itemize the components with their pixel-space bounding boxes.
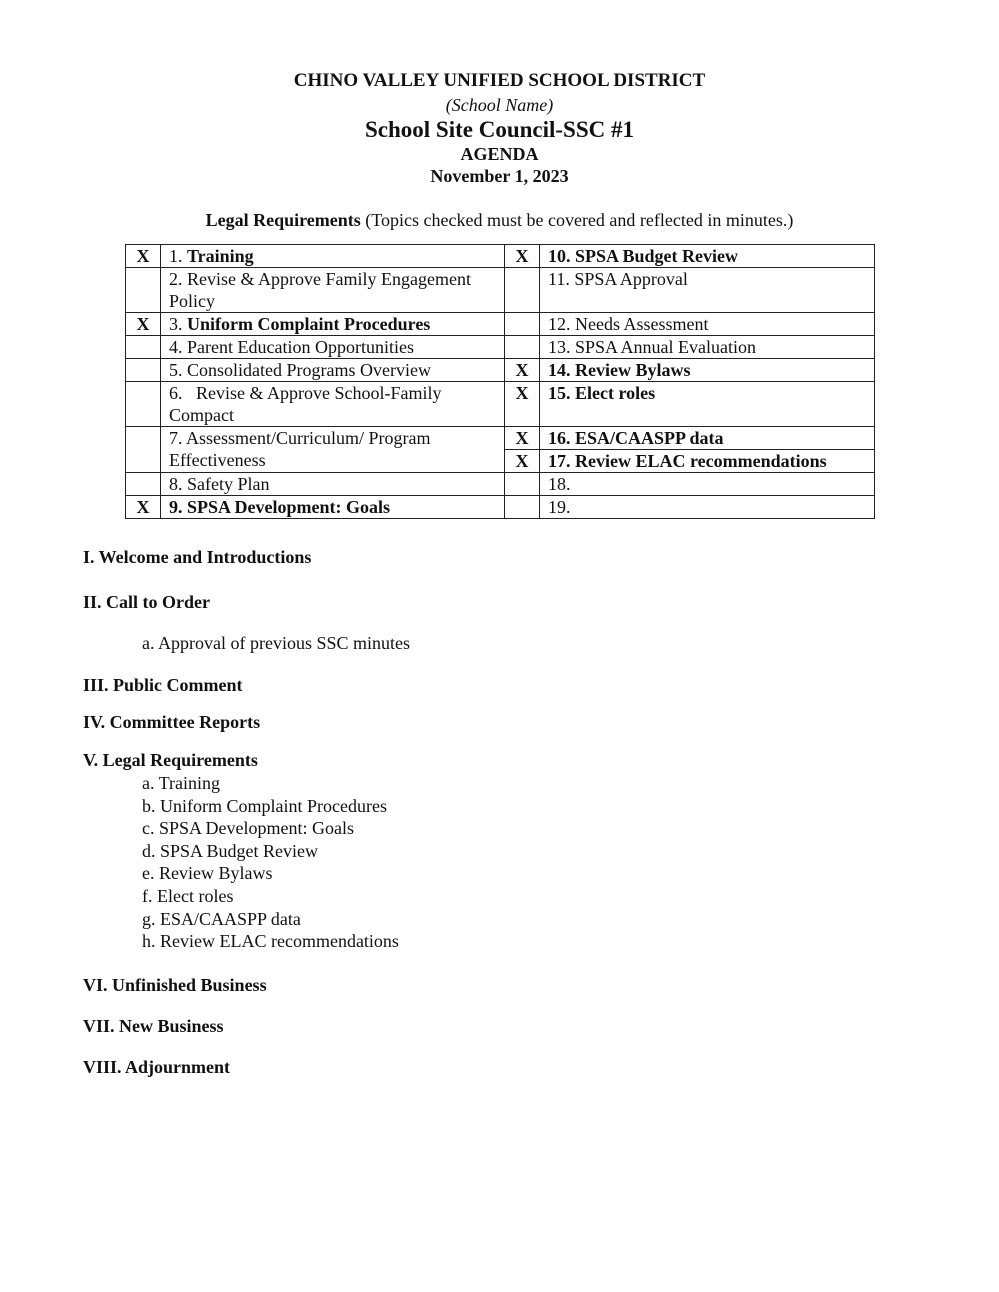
check-empty <box>505 336 540 359</box>
check-empty <box>505 496 540 519</box>
list-item: h. Review ELAC recommendations <box>142 931 399 952</box>
requirement-cell: 19. <box>540 496 875 519</box>
list-item: c. SPSA Development: Goals <box>142 818 354 839</box>
table-row <box>126 359 875 382</box>
check-empty <box>505 268 540 313</box>
table-row <box>126 496 875 519</box>
section-welcome: I. Welcome and Introductions <box>83 547 312 567</box>
item-number: 3. <box>169 314 183 334</box>
requirement-cell: 17. Review ELAC recommendations <box>540 450 875 473</box>
check-empty <box>126 268 161 313</box>
check-mark: X <box>505 245 540 268</box>
check-empty <box>505 473 540 496</box>
table-row <box>126 382 875 427</box>
check-mark: X <box>126 313 161 336</box>
check-empty <box>126 359 161 382</box>
list-item: f. Elect roles <box>142 885 234 906</box>
list-item: b. Uniform Complaint Procedures <box>142 795 387 816</box>
requirement-cell: 15. Elect roles <box>540 382 875 427</box>
check-empty <box>126 427 161 473</box>
table-row <box>126 268 875 313</box>
list-item: a. Training <box>142 773 221 793</box>
requirement-cell: 12. Needs Assessment <box>540 313 875 336</box>
check-empty <box>126 473 161 496</box>
section-committee-reports: IV. Committee Reports <box>83 712 261 732</box>
requirement-cell <box>161 245 505 268</box>
check-mark: X <box>505 450 540 473</box>
requirement-cell: 14. Review Bylaws <box>540 359 875 382</box>
section-new-business: VII. New Business <box>83 1016 224 1036</box>
check-mark: X <box>126 245 161 268</box>
legal-requirements-table <box>125 244 875 519</box>
check-empty <box>126 382 161 427</box>
requirement-cell: 7. Assessment/Curriculum/ Program Effectiveness <box>161 427 505 473</box>
check-mark: X <box>505 382 540 427</box>
legal-requirements-list <box>142 772 399 953</box>
section-adjournment: VIII. Adjournment <box>83 1057 231 1077</box>
requirement-cell: 4. Parent Education Opportunities <box>161 336 505 359</box>
requirement-cell: 5. Consolidated Programs Overview <box>161 359 505 382</box>
section-unfinished-business: VI. Unfinished Business <box>83 975 267 995</box>
check-mark: X <box>505 427 540 450</box>
agenda-title: AGENDA <box>460 144 539 164</box>
requirement-cell: 16. ESA/CAASPP data <box>540 427 875 450</box>
section-call-to-order: II. Call to Order <box>83 592 210 612</box>
council-title: School Site Council-SSC #1 <box>364 117 634 142</box>
requirement-cell: 8. Safety Plan <box>161 473 505 496</box>
requirement-cell: 6. Revise & Approve School-Family Compact <box>161 382 505 427</box>
section-legal-requirements: V. Legal Requirements <box>83 750 258 770</box>
item-label: Uniform Complaint Procedures <box>187 314 431 334</box>
section-public-comment: III. Public Comment <box>83 675 243 695</box>
check-mark: X <box>126 496 161 519</box>
legal-requirements-line <box>0 210 999 231</box>
legal-heading: Legal Requirements <box>205 210 361 230</box>
approval-minutes-item: a. Approval of previous SSC minutes <box>142 633 410 653</box>
table-row <box>126 473 875 496</box>
item-label: Training <box>187 246 254 266</box>
table-row <box>126 245 875 268</box>
requirement-cell: 13. SPSA Annual Evaluation <box>540 336 875 359</box>
requirement-cell <box>161 313 505 336</box>
check-empty <box>126 336 161 359</box>
requirement-cell: 10. SPSA Budget Review <box>540 245 875 268</box>
requirement-cell: 2. Revise & Approve Family Engagement Policy <box>161 268 505 313</box>
item-number: 1. <box>169 246 183 266</box>
district-title: CHINO VALLEY UNIFIED SCHOOL DISTRICT <box>293 70 706 91</box>
check-empty <box>505 313 540 336</box>
meeting-date: November 1, 2023 <box>430 166 569 186</box>
list-item: d. SPSA Budget Review <box>142 840 319 861</box>
table-row <box>126 427 875 450</box>
requirement-cell: 9. SPSA Development: Goals <box>161 496 505 519</box>
check-mark: X <box>505 359 540 382</box>
list-item: e. Review Bylaws <box>142 863 273 884</box>
legal-note: (Topics checked must be covered and reflected in minutes.) <box>360 210 794 230</box>
requirement-cell: 18. <box>540 473 875 496</box>
requirement-cell: 11. SPSA Approval <box>540 268 875 313</box>
school-name: (School Name) <box>445 95 554 115</box>
table-row <box>126 336 875 359</box>
table-row <box>126 313 875 336</box>
list-item: g. ESA/CAASPP data <box>142 908 301 929</box>
